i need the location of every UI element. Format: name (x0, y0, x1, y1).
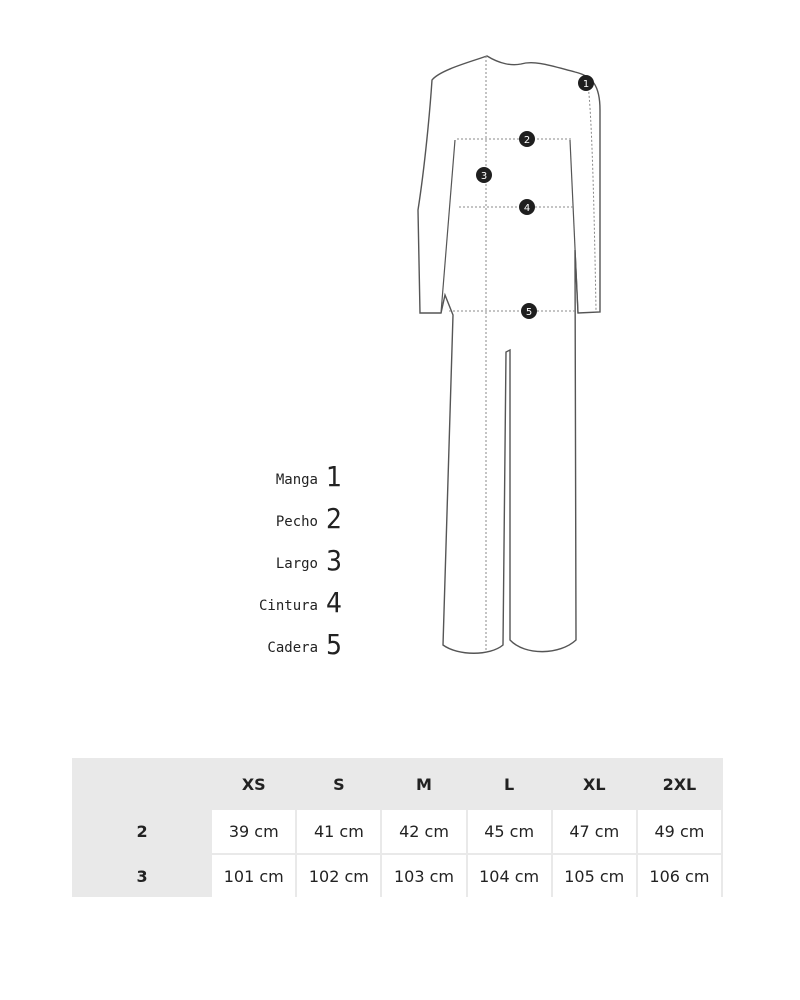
marker-5 (521, 303, 537, 319)
marker-4 (519, 199, 535, 215)
legend-item-manga (230, 460, 360, 502)
marker-1 (578, 75, 594, 91)
svg-text:3: 3 (480, 171, 488, 182)
table-cell: 42 cm (382, 810, 465, 853)
legend-label: Cintura (258, 598, 318, 614)
table-row (74, 810, 721, 853)
table-cell: 47 cm (553, 810, 636, 853)
body-seam-left (441, 140, 455, 313)
table-cell: 105 cm (553, 855, 636, 898)
size-header-s: S (333, 774, 345, 794)
legend-number: 3 (326, 544, 343, 577)
legend-item-cintura (230, 586, 360, 628)
size-header-2xl: 2XL (662, 774, 697, 794)
table-row (74, 855, 721, 898)
legend-item-largo (230, 544, 360, 586)
body-seam-right (570, 140, 578, 313)
svg-text:4: 4 (523, 203, 531, 214)
table-cell: 103 cm (382, 855, 465, 898)
legend-label: Pecho (275, 514, 318, 530)
legend-number: 4 (326, 586, 343, 619)
svg-text:5: 5 (525, 307, 533, 318)
table-cell: 45 cm (468, 810, 551, 853)
size-header-m: M (416, 774, 432, 794)
size-header-row (74, 760, 721, 808)
legend-item-cadera (230, 628, 360, 670)
marker-3 (476, 167, 492, 183)
legend-number: 2 (326, 502, 343, 535)
marker-2 (519, 131, 535, 147)
size-header-xl: XL (583, 774, 606, 794)
legend-item-pecho (230, 502, 360, 544)
table-corner (74, 760, 210, 808)
size-header-l: L (504, 774, 515, 794)
size-header-xs: XS (241, 774, 266, 794)
table-cell: 39 cm (212, 810, 295, 853)
legend-label: Manga (275, 472, 318, 488)
row-label: 2 (136, 822, 148, 841)
svg-text:2: 2 (523, 135, 531, 146)
table-cell: 102 cm (297, 855, 380, 898)
table-cell: 49 cm (638, 810, 721, 853)
table-cell: 104 cm (468, 855, 551, 898)
svg-text:1: 1 (582, 79, 590, 90)
jumpsuit-outline (418, 56, 600, 653)
size-table (72, 758, 723, 897)
table-cell: 106 cm (638, 855, 721, 898)
sleeve-line (588, 84, 596, 310)
legend-number: 1 (326, 460, 343, 493)
legend-label: Largo (275, 556, 318, 572)
table-cell: 101 cm (212, 855, 295, 898)
legend-label: Cadera (267, 640, 318, 656)
legend-number: 5 (326, 628, 343, 661)
table-cell: 41 cm (297, 810, 380, 853)
row-label: 3 (136, 867, 148, 886)
